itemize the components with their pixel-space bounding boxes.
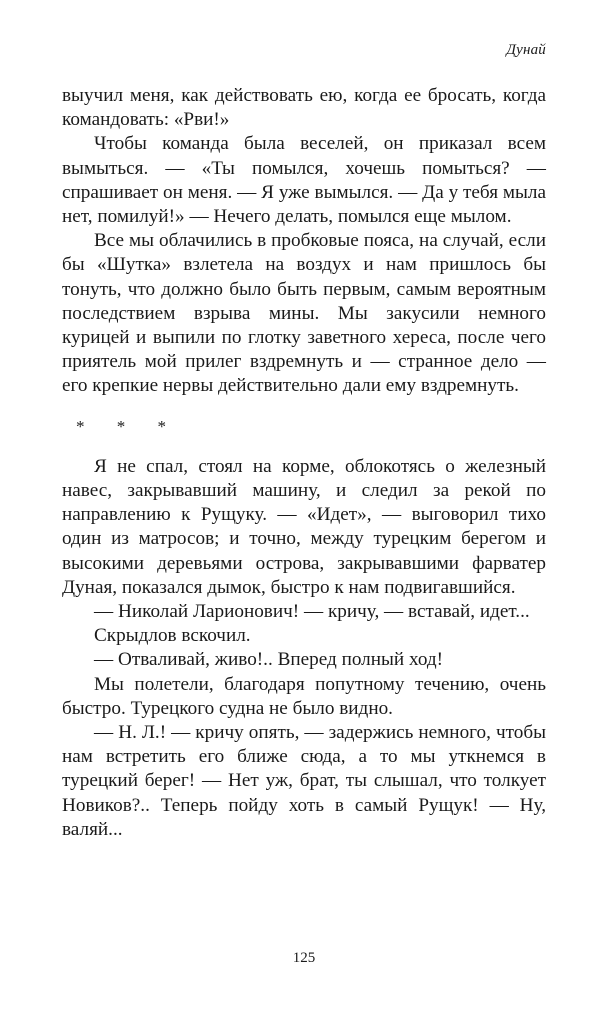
paragraph-3: Все мы облачились в пробковые пояса, на случай, если бы «Шутка» взлетела на воздух и нам пришлось бы тонуть, что должно было быть первым, самым вероятным последствием взрыва мины. Мы закусили немного курицей и выпили по глотку заветного хереса, после чего приятель мой прилег вздремнуть и — странное дело — его крепкие нервы действительно дали ему вздремнуть. [62, 230, 546, 397]
paragraph-6: Скрыдлов вскочил. [94, 625, 251, 647]
book-page [62, 0, 546, 1009]
paragraph-7: — Отваливай, живо!.. Вперед полный ход! [94, 649, 444, 671]
paragraph-2: Чтобы команда была веселей, он приказал всем вымыться. — «Ты помылся, хочешь помыться? — спрашивает он меня. — Я уже вымылся. — Да у тебя мыла нет, помилуй!» — Нечего делать, помылся еще мылом. [62, 133, 546, 228]
scene-break: * * * [76, 416, 180, 436]
paragraph-8: Мы полетели, благодаря попутному течению, очень быстро. Турецкого судна не было видно. [62, 673, 546, 719]
paragraph-5: — Николай Ларионович! — кричу, — вставай, идет... [94, 601, 530, 623]
running-head: Дунай [506, 42, 546, 58]
page-number: 125 [292, 950, 316, 966]
body-text [62, 84, 546, 842]
paragraph-4: Я не спал, стоял на корме, облокотясь о железный навес, закрывавший машину, и следил за рекой по направлению к Рущуку. — «Идет», — выговорил тихо один из матросов; и точно, между турецким берегом и высокими деревьями острова, закрывавшими фарватер Дуная, показался дымок, быстро к нам подвигавшийся. [62, 455, 546, 598]
paragraph-9: — Н. Л.! — кричу опять, — задержись немного, чтобы нам встретить его ближе сюда, а то мы уткнемся в турецкий берег! — Нет уж, брат, ты слышал, что толкует Новиков?.. Теперь пойду хоть в самый Рущук! — Ну, валяй... [62, 722, 546, 840]
paragraph-1: выучил меня, как действовать ею, когда ее бросать, когда командовать: «Рви!» [62, 85, 546, 131]
